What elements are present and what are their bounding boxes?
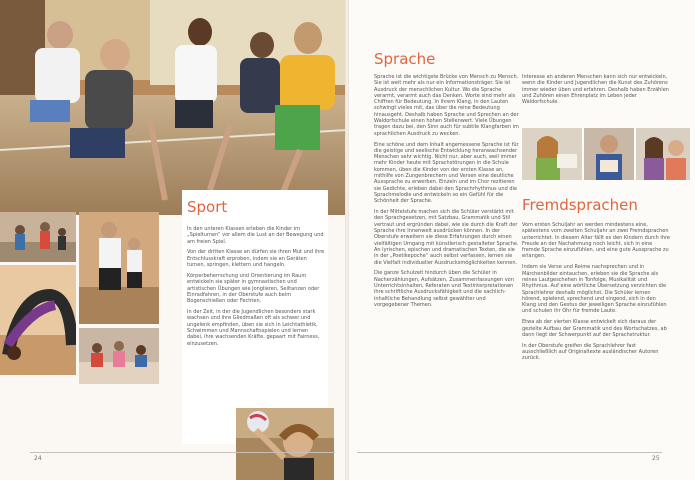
photo-girl-volleyball xyxy=(236,408,334,480)
sprache-paragraph: Interesse an anderen Menschen kann sich nur entwickeln, wenn die Kinder und Jugendlichen die Kunst des Zuhörens immer wieder üben und erfahren. Deshalb haben Erzählen und Zuhören einen Ehrenplatz im Leben jeder Waldorfschule. xyxy=(522,74,669,106)
page-number-right: 25 xyxy=(652,455,660,462)
sport-paragraph: In den unteren Klassen erleben die Kinder im „Spielturnen“ vor allem die Lust an der Bewegung und am freien Spiel. xyxy=(187,226,324,245)
sport-paragraph: Körperbeherrschung und Orientierung im Raum entwickeln sie später in gymnastischen und artistischen Übungen wie Jonglieren, Seiltanzen oder Einradfahren, in der Oberstufe auch beim Bogenschießen oder Fechten. xyxy=(187,272,320,305)
fremdsprachen-paragraph: Vom ersten Schuljahr an werden mindestens eine, spätestens vom zweiten Schuljahr an zwei Fremdsprachen unterrichtet. In diesem Alter fällt es den Kindern durch ihre Freude an der Nachahmung noch leicht, sich in eine fremde Sprache einzufühlen, und eine gute Aussprache zu erlangen. xyxy=(522,222,671,260)
sport-body xyxy=(187,226,325,351)
sport-heading: Sport xyxy=(187,198,228,216)
sport-paragraph: Von der dritten Klasse an dürfen sie ihren Mut und ihre Entschlusskraft erproben, indem sie an Geräten turnen, springen, klettern und hangeln. xyxy=(187,249,325,269)
photo-kids-gymnastics xyxy=(79,328,159,384)
left-page xyxy=(0,0,347,480)
page-number-left: 24 xyxy=(34,455,42,462)
fremdsprachen-heading: Fremdsprachen xyxy=(522,196,638,214)
fremdsprachen-body xyxy=(522,222,670,366)
footer-rule-left xyxy=(30,452,335,453)
sprache-paragraph: Eine schöne und dem Inhalt angemessene Sprache ist für die geistige und seelische Entwicklung heranwachsender Menschen sehr wichtig. Nicht nur, aber auch, weil immer mehr Kinder heute mit Sprachstörungen in die Schule kommen, üben die Kinder von der ersten Klasse an, mithilfe von Zungenbrechern und Versen eine deutliche Aussprache zu erwerben. Einzeln und im Chor rezitieren sie Gedichte, erleben dabei den Sprachrhythmus und die Sprachmelodie und entwickeln so ein Gefühl für die Schönheit der Sprache. xyxy=(374,141,519,205)
photo-boy-with-book xyxy=(584,128,634,180)
photo-gym-class xyxy=(0,212,76,262)
sprache-column-1 xyxy=(374,74,519,313)
sport-section xyxy=(182,190,328,444)
gutter-shadow xyxy=(345,0,349,480)
footer-rule-right xyxy=(357,452,662,453)
photo-girl-reading xyxy=(522,128,582,180)
sprache-heading: Sprache xyxy=(374,50,436,68)
fremdsprachen-paragraph: Indem sie Verse und Reime nachsprechen und in Märchenbilder eintauchen, erleben sie die Sprache als reines Lautgeschehen in Tonfolge, Musikalität und Rhythmus. Auf eine wörtliche Übersetzung verzichten die Sprachlehrer deshalb möglichst. Die Schüler lernen hörend, spielend, sprechend und singend, sich in den Klang und den Gestus der jeweiligen Sprache einzufühlen und schulen ihr Ohr für fremde Laute. xyxy=(522,264,667,315)
sprache-paragraph: Sprache ist die wichtigste Brücke von Mensch zu Mensch. Sie ist weit mehr als nur ein Informationsträger. Sie ist Ausdruck der menschlichen Kultur. Wo die Sprache verarmt, verarmt auch das Denken. Worte sind mehr als Chiffren für Bedeutung. In ihrem Klang, in den Lauten schwingt vieles mit, das über die reine Bedeutung hinausgeht. Deshalb haben Sprache und Sprechen an der Waldorfschule einen hohen Stellenwert. Viele Übungen tragen dazu bei, den Sinn auch für subtile Klangfarben im sprachlichen Ausdruck zu wecken. xyxy=(374,74,519,137)
sprache-paragraph: Die ganze Schulzeit hindurch üben die Schüler in Nacherzählungen, Aufsätzen, Zusammenfassungen von Unterrichtsinhalten, Referaten und Textinterpretationen ihre schriftliche Ausdrucksfähigkeit und die sachlich-inhaltliche Behandlung selbst gewählter und vorgegebener Themen. xyxy=(374,270,514,308)
photo-children-running xyxy=(0,0,347,215)
photo-coach-and-boy xyxy=(79,212,159,324)
photo-two-girls xyxy=(636,128,690,180)
sprache-paragraph: In der Mittelstufe machen sich die Schüler verstärkt mit den Sprachgesetzen, mit Satzbau, Grammatik und Stil vertraut und ergründen dabei, wie sie durch die Kraft der Sprache ihre Innenwelt ausdrücken können. In der Oberstufe erweitern sie diese Erfahrungen durch einen vielfältigen Umgang mit künstlerisch gestalteter Sprache. An lyrischen, epischen und dramatischen Texten, die sie in der „Poetikepoche“ auch selbst verfassen, lernen sie die Vielfalt individueller Ausdrucksmöglichkeiten kennen. xyxy=(374,209,519,266)
right-page xyxy=(347,0,695,480)
photo-backbend-girl xyxy=(0,265,76,375)
sprache-column-2 xyxy=(522,74,670,110)
fremdsprachen-paragraph: Etwa ab der vierten Klasse entwickelt sich daraus der gezielte Aufbau der Grammatik und des Wortschatzes, ab dann liegt der Schwerpunkt auf der Sprachstruktur. xyxy=(522,319,667,338)
sport-paragraph: In der Zeit, in der die Jugendlichen besonders stark wachsen und ihre Gliedmaßen oft als schwer und ungelenk empfinden, üben sie sich in Leichtathletik, Schwimmen und Mannschaftsspielen und lernen dabei, ihre wachsenden Kräfte, gepaart mit Fairness, einzusetzen. xyxy=(187,309,320,347)
fremdsprachen-paragraph: In der Oberstufe greifen die Sprachlehrer fast ausschließlich auf Originaltexte ausländischer Autoren zurück. xyxy=(522,342,659,362)
